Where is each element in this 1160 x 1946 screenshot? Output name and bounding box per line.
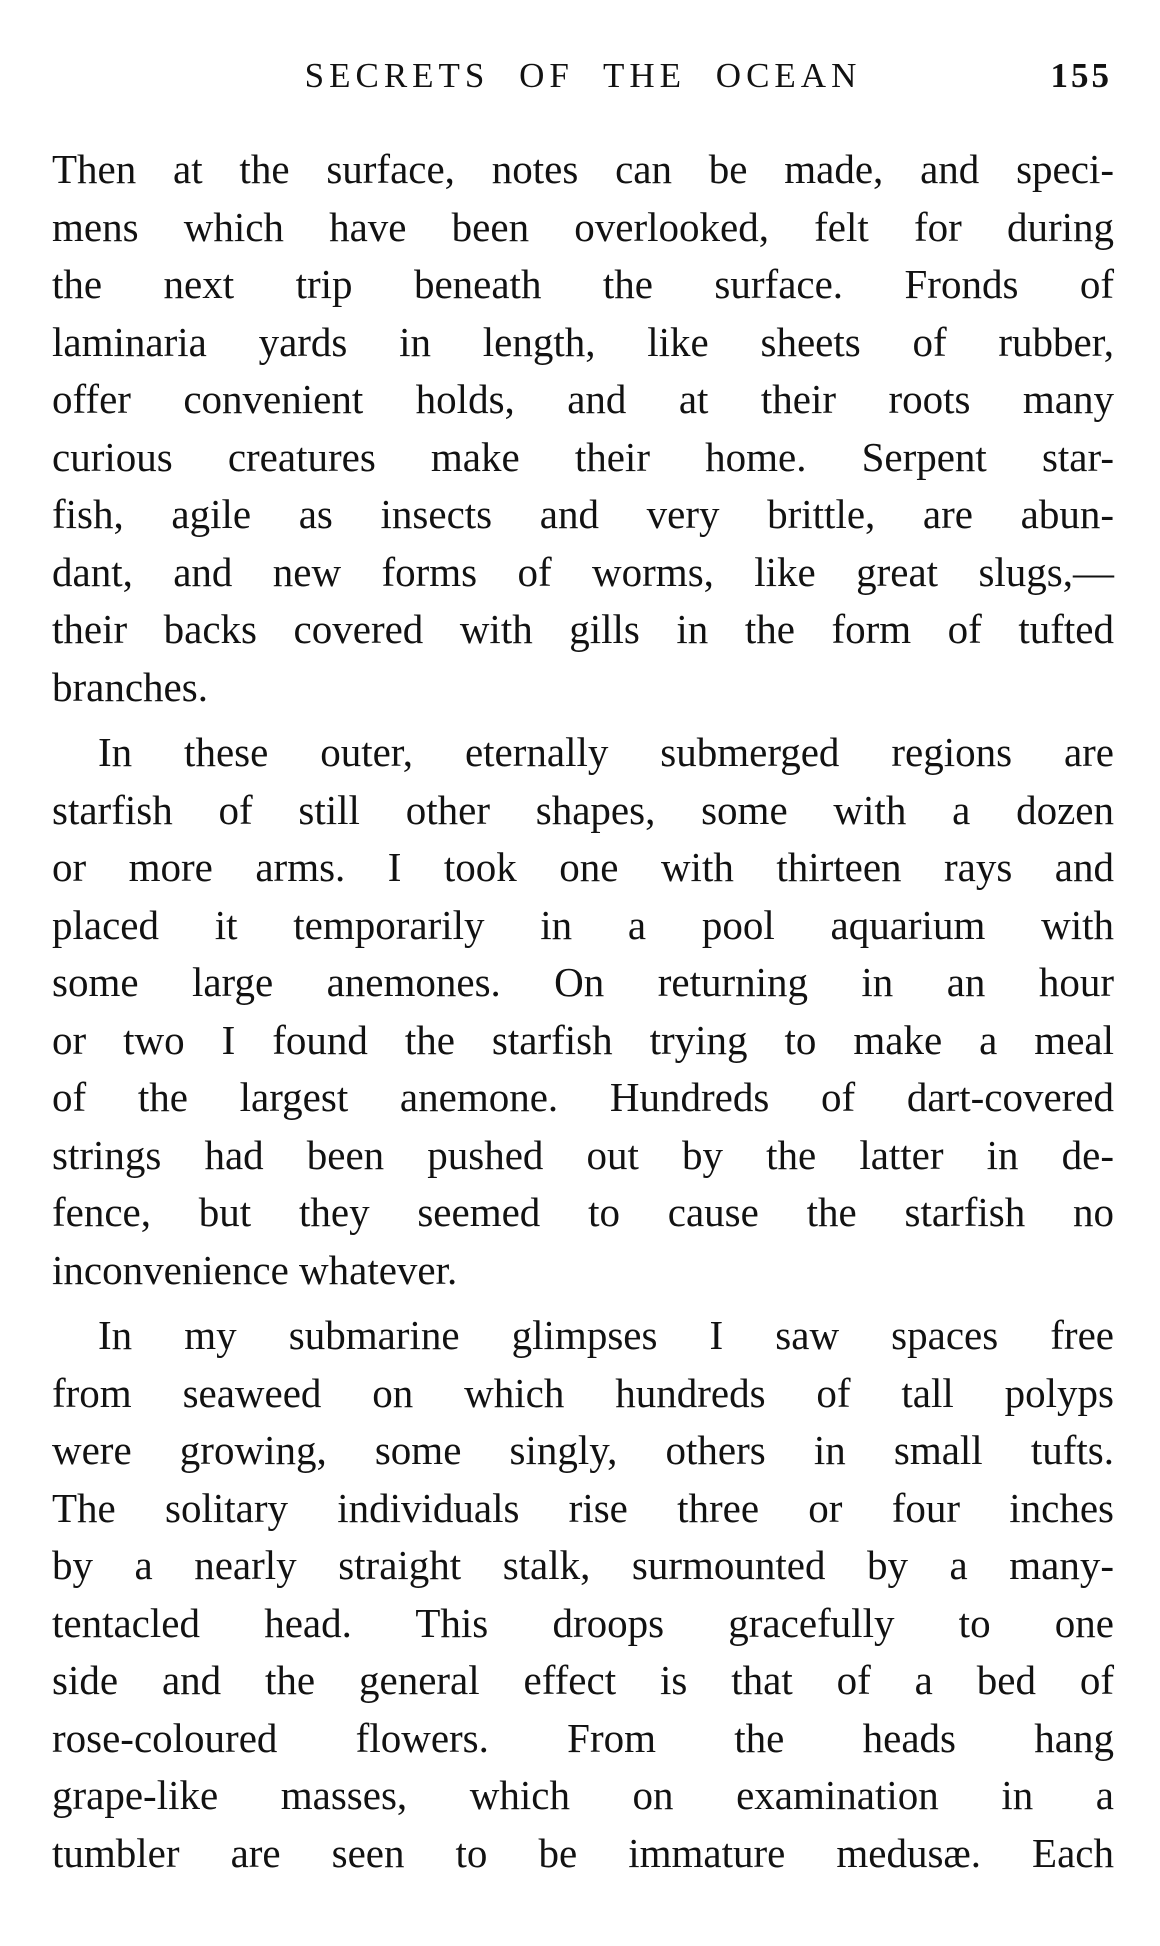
text-line: inconvenience whatever.	[52, 1246, 458, 1293]
text-line: tentacled head. This droops gracefully to one	[52, 1599, 1114, 1646]
text-line: tumbler are seen to be immature medusæ. Each	[52, 1829, 1114, 1876]
text-line: fish, agile as insects and very brittle, are abun-	[52, 491, 1114, 537]
text-line: curious creatures make their home. Serpent star-	[52, 433, 1114, 480]
paragraph	[52, 1307, 1114, 1882]
text-line: starfish of still other shapes, some with a dozen	[52, 786, 1114, 833]
body-text	[52, 141, 1114, 1882]
text-line: In these outer, eternally submerged regions are	[98, 729, 1114, 775]
text-line: laminaria yards in length, like sheets of rubber,	[52, 318, 1114, 365]
running-title: SECRETS OF THE OCEAN	[304, 56, 862, 95]
text-line: or more arms. I took one with thirteen rays and	[52, 844, 1114, 890]
text-line: strings had been pushed out by the latter in de-	[52, 1131, 1114, 1178]
text-line: of the largest anemone. Hundreds of dart-covered	[52, 1074, 1114, 1120]
text-line: from seaweed on which hundreds of tall polyps	[52, 1369, 1114, 1416]
text-line: offer convenient holds, and at their roots many	[52, 376, 1114, 422]
text-line: placed it temporarily in a pool aquarium with	[52, 901, 1114, 948]
text-line: The solitary individuals rise three or four inches	[52, 1484, 1114, 1531]
text-line: their backs covered with gills in the form of tufted	[52, 606, 1114, 652]
text-line: some large anemones. On returning in an hour	[52, 959, 1114, 1005]
page-header	[52, 56, 1114, 100]
page-number: 155	[1050, 56, 1112, 95]
text-line: the next trip beneath the surface. Fronds of	[52, 261, 1114, 307]
text-line: branches.	[52, 663, 208, 710]
text-line: fence, but they seemed to cause the starfish no	[52, 1189, 1114, 1235]
text-line: In my submarine glimpses I saw spaces free	[98, 1312, 1114, 1358]
text-line: Then at the surface, notes can be made, and speci-	[52, 146, 1114, 192]
text-line: or two I found the starfish trying to make a meal	[52, 1016, 1114, 1063]
text-line: by a nearly straight stalk, surmounted by a many-	[52, 1542, 1114, 1588]
paragraph	[52, 141, 1114, 716]
text-line: side and the general effect is that of a bed of	[52, 1657, 1114, 1703]
text-line: rose-coloured flowers. From the heads hang	[52, 1714, 1114, 1761]
text-line: mens which have been overlooked, felt for during	[52, 203, 1114, 250]
text-line: dant, and new forms of worms, like great slugs,—	[52, 548, 1114, 595]
paragraph	[52, 724, 1114, 1299]
text-line: grape-like masses, which on examination in a	[52, 1772, 1114, 1818]
text-line: were growing, some singly, others in small tufts.	[52, 1427, 1114, 1473]
